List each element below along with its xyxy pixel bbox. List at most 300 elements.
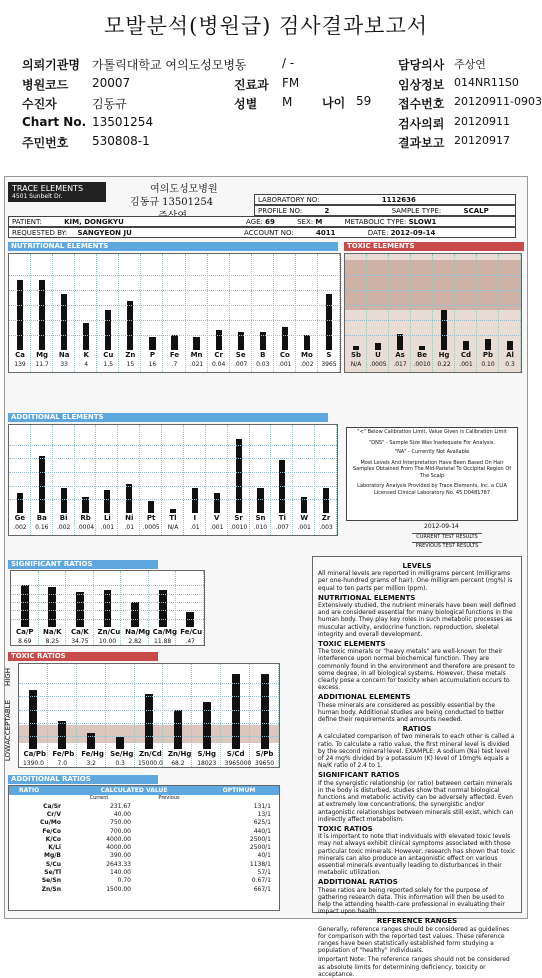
grid-column [203, 571, 204, 645]
element-value: 3.2 [86, 760, 96, 767]
grid-column [454, 254, 455, 372]
bar-be [419, 346, 425, 351]
bar-zn [127, 301, 133, 351]
grid-column [207, 254, 208, 372]
element-symbol: Mg [36, 351, 49, 359]
element-value: 1.5 [103, 361, 114, 368]
element-value: N/A [167, 524, 179, 531]
bar-s-pb [261, 674, 269, 749]
bar-mo [304, 335, 310, 350]
bar-sn [257, 488, 263, 513]
grid-column [227, 425, 228, 535]
grid-column [117, 425, 118, 535]
element-symbol: Se/Hg [110, 750, 134, 758]
element-value: 11.7 [35, 361, 49, 368]
element-value: 68.2 [171, 760, 185, 767]
element-symbol: S [326, 351, 332, 359]
element-symbol: Zr [321, 514, 331, 522]
element-symbol: W [300, 514, 309, 522]
grid-column [93, 571, 94, 645]
table-cell: 390.00 [110, 852, 131, 860]
age-label: 나이 [322, 96, 346, 110]
bar-zn-hg [174, 710, 182, 750]
element-symbol: Fe [169, 351, 180, 359]
bar-u [375, 343, 381, 350]
info-right-label: 결과보고 [398, 136, 445, 150]
element-symbol: Ba [36, 514, 47, 522]
acceptable-label: ACCEPTABLE [4, 700, 12, 745]
grid-column [432, 254, 433, 372]
bar-tl [170, 509, 176, 513]
element-symbol: I [193, 514, 197, 522]
info-value: 20007 [92, 75, 131, 90]
bar-ba [39, 456, 45, 513]
profile-box: PROFILE NO: 2 SAMPLE TYPE: SCALP [254, 205, 516, 216]
element-value: 139 [14, 361, 26, 368]
bar-na [61, 294, 67, 350]
bar-mn [193, 337, 199, 351]
info-value: 김동규 [92, 97, 127, 111]
table-row [9, 852, 274, 860]
handwritten-hospital: 여의도성모병원 [150, 184, 218, 195]
element-symbol: Mn [190, 351, 203, 359]
table-cell: Fe/Co [42, 827, 61, 835]
info-label: 수진자 [22, 97, 57, 111]
element-symbol: Zn/Cd [139, 750, 162, 758]
bar-cu [105, 310, 111, 351]
grid-row [19, 696, 279, 697]
lab-no-box: LABORATORY NO: 1112636 [254, 194, 516, 205]
element-symbol: Fe/Pb [52, 750, 75, 758]
bar-zr [323, 488, 329, 513]
previous-results-label: PREVIOUS TEST RESULTS [412, 542, 482, 549]
grid-column [278, 664, 279, 767]
element-symbol: Mo [301, 351, 313, 359]
info-right-value: 20120911-0903 [454, 95, 542, 108]
element-symbol: Na/K [43, 628, 62, 636]
element-symbol: Zn/Cu [97, 628, 121, 636]
grid-row [9, 458, 337, 459]
element-symbol: Ni [125, 514, 134, 522]
bar-fe [171, 335, 177, 350]
bar-se-hg [116, 737, 124, 749]
bar-pt [148, 501, 154, 513]
element-symbol: Rb [80, 514, 91, 522]
bar-zn-cu [104, 590, 112, 628]
grid-row [11, 594, 204, 595]
table-row [9, 819, 274, 827]
table-cell: 4000.00 [106, 835, 131, 843]
table-cell: 667/1 [253, 885, 271, 893]
table-cell: 750.00 [110, 819, 131, 827]
table-cell: 0.70 [117, 877, 131, 885]
info-right-label: 접수번호 [398, 97, 445, 111]
element-value: .47 [185, 638, 195, 645]
sig-ratios-chart [10, 570, 205, 646]
element-value: 4 [84, 361, 89, 368]
table-cell: Se/Tl [44, 869, 61, 877]
element-symbol: Sb [350, 351, 362, 359]
info-label: Chart No. [22, 114, 87, 129]
element-symbol: K [83, 351, 89, 359]
grid-column [140, 254, 141, 372]
element-symbol: Ca/P [16, 628, 34, 636]
info-label: 병원코드 [22, 77, 69, 92]
table-cell: Cu/Mo [40, 819, 61, 827]
info-value: 가톨릭대학교 여의도성모병동 [92, 58, 247, 72]
grid-column [251, 254, 252, 372]
notes-panel: LEVELS All mineral levels are reported in milligrams percent (milligrams per one-hundred grams of hair). One milligram percent (mg%) is equal to ten parts per million (ppm). NUTRITIONAL ELEMENTS Extensively studied, the nutrient minerals have been well defined and are considered essential for many biological functions in the human body. They play key roles in such metabolic processes as muscular activity, endocrine function, reproduction, skeletal integrity and overall development. TOXIC ELEMENTS The toxic minerals or "heavy metals" are well-known for their interference upon normal biochemical function. They are commonly found in the environment and therefore are present to some degree, in all biological systems. However, these metals clearly pose a concern for toxicity when accumulation occurs to excess. ADDITIONAL ELEMENTS These minerals are considered as possibly essential by the human body. Additional studies are being conducted to better define their requirements and amounts needed. RATIOS A calculated comparison of two minerals to each other is called a ratio. To calculate a ratio value, the first mineral level is divided by the second mineral level. EXAMPLE: A sodium (Na) test level of 24 mg% divided by a potassium (K) level of 10mg% equals a Na/K ratio of 2.4 to 1. SIGNIFICANT RATIOS If the synergistic relationship (or ratio) between certain minerals in the body is disturbed, studies show that normal biological functions and metabolic activity can be adversely affected. Even at extremely low concentrations, the synergistic and/or antagonistic relationships between minerals still exist, which can indirectly affect metabolism. TOXIC RATIOS It is important to note that individuals with elevated toxic levels may not always exhibit clinical symptoms associated with those particular toxic minerals. However, research has shown that toxic minerals can also produce an antagonistic effect on various essential minerals eventually leading to disturbances in their metabolic utilization. ADDITIONAL RATIOS These ratios are being reported solely for the purpose of gathering research data. This information will then be used to help the attending health-care professional in evaluating their impact upon health. REFERENCE RANGES Generally, reference ranges should be considered as guidelines for comparison with the reported test values. These reference ranges have been statistically established form studying a population of "healthy" individuals. Important Note: The reference ranges should not be considered as absolute limits for determining deficiency, toxicity or acceptance. [312, 556, 522, 913]
grid-column [96, 254, 97, 372]
grid-column [410, 254, 411, 372]
element-value: .0005 [142, 524, 160, 531]
element-value: 0.04 [211, 361, 226, 368]
grid-column [38, 571, 39, 645]
table-cell: 4000.00 [106, 844, 131, 852]
element-symbol: Sr [234, 514, 243, 522]
element-symbol: Se [235, 351, 246, 359]
table-cell [134, 877, 204, 885]
element-value: 7.0 [57, 760, 68, 767]
table-cell: 13/1 [257, 810, 271, 818]
element-value: 0.22 [437, 361, 451, 368]
grid-column [162, 254, 163, 372]
bar-s-cd [232, 674, 240, 749]
toxic-header: TOXIC ELEMENTS [344, 242, 524, 251]
grid-column [52, 254, 53, 372]
grid-row [9, 320, 340, 321]
grid-column [139, 425, 140, 535]
bar-k [83, 323, 89, 350]
element-symbol: Ge [14, 514, 26, 522]
reference-band [345, 260, 521, 310]
info-right-value: 014NR11S0 [454, 75, 519, 89]
table-cell: 231.67 [110, 802, 131, 810]
element-value: .003 [319, 524, 333, 531]
grid-column [191, 664, 192, 767]
table-cell [134, 835, 204, 843]
table-cell: 0.67/1 [251, 877, 271, 885]
element-value: 8.69 [18, 638, 32, 645]
info-extra-value: M [282, 95, 293, 109]
toxic-ratios-chart [18, 663, 280, 768]
element-symbol: S/Hg [197, 750, 216, 758]
table-cell: 2500/1 [249, 844, 271, 852]
grid-row [9, 486, 337, 487]
element-value: 39650 [255, 760, 275, 767]
grid-row [345, 320, 521, 321]
bar-s [326, 294, 332, 350]
element-value: 0.10 [481, 361, 495, 368]
info-right-value: 주상연 [454, 58, 486, 71]
age-value: 59 [356, 94, 372, 108]
element-value: .0005 [369, 361, 387, 368]
element-symbol: Al [506, 351, 514, 359]
grid-row [19, 683, 279, 684]
info-label: 주민번호 [22, 136, 69, 150]
element-symbol: Ca/Mg [152, 628, 178, 636]
element-value: .7 [171, 361, 178, 368]
element-value: .0010 [413, 361, 431, 368]
grid-row [11, 585, 204, 586]
grid-column [520, 254, 521, 372]
bar-li [104, 490, 110, 513]
grid-row [19, 736, 279, 737]
table-cell: 1500.00 [106, 885, 131, 893]
table-cell [134, 860, 204, 868]
element-symbol: S/Cd [226, 750, 245, 758]
bar-zn-cd [145, 694, 153, 749]
element-value: 18023 [197, 760, 217, 767]
bar-na-mg [131, 602, 139, 627]
grid-column [249, 664, 250, 767]
element-symbol: Bi [59, 514, 68, 522]
add-ratios-header: ADDITIONAL RATIOS [8, 775, 158, 784]
legend-date: 2012-09-14 [424, 523, 459, 530]
grid-row [345, 275, 521, 276]
sig-ratios-header: SIGNIFICANT RATIOS [8, 560, 158, 569]
grid-column [270, 425, 271, 535]
table-cell: Ca/Sr [43, 802, 61, 810]
grid-row [9, 275, 340, 276]
element-value: .017 [393, 361, 407, 368]
table-cell [134, 868, 204, 876]
grid-column [476, 254, 477, 372]
element-value: .001 [459, 361, 473, 368]
element-value: .001 [278, 361, 292, 368]
grid-column [105, 664, 106, 767]
grid-column [498, 254, 499, 372]
element-symbol: P [149, 351, 155, 359]
element-symbol: Na [58, 351, 70, 359]
element-symbol: U [375, 351, 381, 359]
element-value: .0010 [230, 524, 248, 531]
element-value: 15000.0 [138, 760, 163, 767]
element-symbol: Na/Mg [125, 628, 151, 636]
element-symbol: Li [103, 514, 111, 522]
table-cell: 2643.33 [106, 860, 131, 868]
table-cell: 2500/1 [249, 835, 271, 843]
element-value: .010 [253, 524, 268, 531]
element-value: 0.03 [256, 361, 270, 368]
element-symbol: As [395, 351, 405, 359]
bar-v [214, 493, 220, 514]
element-value: 15 [126, 361, 135, 368]
element-value: 1390.0 [22, 760, 44, 767]
grid-column [314, 425, 315, 535]
grid-row [9, 499, 337, 500]
grid-column [273, 254, 274, 372]
element-symbol: Zn [125, 351, 136, 359]
grid-column [205, 425, 206, 535]
element-value: .001 [210, 524, 224, 531]
element-value: 0.16 [35, 524, 49, 531]
grid-row [11, 610, 204, 611]
grid-column [292, 425, 293, 535]
grid-column [30, 425, 31, 535]
table-cell: K/Co [45, 835, 61, 843]
grid-row [9, 305, 340, 306]
grid-column [339, 254, 340, 372]
report-title: 모발분석(병원급) 검사결과보고서 [103, 14, 429, 38]
grid-column [134, 664, 135, 767]
grid-column [74, 425, 75, 535]
element-value: .007 [234, 361, 248, 368]
element-value: .01 [190, 524, 200, 531]
grid-row [9, 335, 340, 336]
element-value: 0.3 [505, 361, 515, 368]
element-value: .002 [56, 524, 71, 531]
high-label: HIGH [4, 668, 12, 687]
table-cell: S/Cu [45, 860, 61, 868]
info-right-label: 임상정보 [398, 77, 445, 92]
element-value: 11.88 [154, 638, 172, 645]
table-row [9, 843, 274, 851]
element-value: .01 [124, 524, 135, 531]
grid-column [249, 425, 250, 535]
table-cell: 1138/1 [249, 860, 271, 868]
legend-box: "<" Below Calibration Limit, Value Given is Calibration Limit "DNS" - Sample Size Was Inadequate For Analysis. "NA" - Currently Not Available Most Levels And Interpretation Have Been Based On Hair Samples Obtained From The Mid-Parietal To Occipital Region Of The Scalp Laboratory Analysis Provided by Trace Elements, Inc. a CLIA Licensed Clinical Laboratory No. 45 D0481787 [346, 427, 518, 521]
bar-ca-mg [159, 590, 167, 628]
element-symbol: S/Pb [255, 750, 274, 758]
toxic-ratios-header: TOXIC RATIOS [8, 652, 158, 661]
grid-column [52, 425, 53, 535]
handwritten-patient: 김동규 13501254 [130, 197, 214, 208]
table-row [9, 860, 274, 868]
info-extra-value: / - [282, 56, 295, 70]
bar-ca-p [21, 585, 29, 628]
element-value: 3965 [321, 361, 337, 368]
nutritional-chart [8, 253, 341, 373]
info-extra-label: 성별 [234, 97, 258, 111]
patient-row: PATIENT: KIM, DONGKYU AGE: 69 SEX: M METABOLIC TYPE: SLOW1 [8, 216, 516, 227]
info-extra-label: 진료과 [234, 77, 269, 92]
element-symbol: Ca/Pb [23, 750, 46, 758]
element-value: 0.3 [115, 760, 125, 767]
element-symbol: Ca [15, 351, 25, 359]
element-value: .021 [189, 361, 204, 368]
element-symbol: B [260, 351, 266, 359]
table-cell: Zn/Sn [41, 885, 61, 893]
info-label: 의뢰기관명 [22, 58, 80, 72]
table-cell: Se/Sn [41, 877, 61, 885]
element-symbol: Cd [460, 351, 472, 359]
bar-sb [353, 346, 359, 351]
table-cell [134, 843, 204, 851]
element-value: 3965000 [224, 760, 252, 767]
grid-row [345, 335, 521, 336]
bar-co [282, 327, 288, 350]
grid-column [388, 254, 389, 372]
element-symbol: Ca/K [71, 628, 89, 636]
toxic-chart [344, 253, 522, 373]
table-cell: K/Li [48, 844, 61, 852]
element-symbol: Co [279, 351, 290, 359]
table-row [9, 877, 274, 885]
info-right-label: 담당의사 [398, 58, 445, 72]
info-extra-value: FM [282, 75, 300, 90]
current-results-label: CURRENT TEST RESULTS [412, 533, 482, 540]
element-symbol: Tl [169, 514, 177, 522]
table-cell [134, 827, 204, 835]
low-label: LOW [4, 745, 12, 762]
element-symbol: V [214, 514, 220, 522]
element-value: 8.25 [45, 638, 60, 645]
element-value: .0004 [76, 524, 95, 531]
table-cell: 40.00 [113, 810, 131, 818]
element-symbol: Be [416, 351, 428, 359]
table-cell: 131/1 [253, 802, 271, 810]
element-symbol: Fe/Cu [180, 628, 203, 636]
table-cell: 40/1 [257, 852, 271, 860]
table-row [9, 810, 274, 818]
bar-p [149, 337, 155, 351]
grid-row [19, 710, 279, 711]
grid-column [74, 254, 75, 372]
additional-chart [8, 424, 338, 536]
element-value: .002 [13, 524, 27, 531]
grid-row [9, 472, 337, 473]
element-symbol: Pt [146, 514, 156, 522]
element-symbol: Ti [278, 514, 286, 522]
element-value: 2.82 [128, 638, 142, 645]
element-symbol: Hg [438, 351, 450, 359]
element-value: .007 [275, 524, 289, 531]
grid-row [9, 445, 337, 446]
bar-ca-pb [29, 690, 37, 749]
element-value: .001 [297, 524, 311, 531]
grid-column [336, 425, 337, 535]
info-right-label: 검사의뢰 [398, 116, 445, 131]
table-cell: 57/1 [257, 869, 271, 877]
grid-row [9, 290, 340, 291]
grid-row [19, 723, 279, 724]
info-right-value: 20120917 [454, 134, 510, 147]
bar-pb [485, 339, 491, 350]
table-row [9, 835, 274, 843]
table-cell: 440/1 [253, 827, 271, 835]
element-value: N/A [350, 361, 362, 368]
element-value: .002 [300, 361, 314, 368]
table-cell: 625/1 [253, 819, 271, 827]
element-symbol: Zn/Hg [167, 750, 192, 758]
table-row [9, 827, 274, 835]
bar-sr [236, 439, 242, 513]
element-value: 33 [60, 361, 68, 368]
element-value: .001 [100, 524, 115, 531]
grid-column [118, 254, 119, 372]
table-cell: Cr/V [46, 810, 61, 818]
bar-ge [17, 493, 23, 514]
bar-al [507, 341, 513, 350]
grid-column [95, 425, 96, 535]
element-symbol: Sn [255, 514, 266, 522]
grid-column [30, 254, 31, 372]
grid-row [11, 602, 204, 603]
element-value: 34.75 [71, 638, 89, 645]
info-value: 530808-1 [92, 134, 150, 148]
grid-column [120, 571, 121, 645]
grid-column [317, 254, 318, 372]
bar-cr [216, 330, 222, 350]
table-cell [134, 819, 204, 827]
grid-column [162, 664, 163, 767]
element-value: 10.00 [98, 638, 117, 645]
requested-row: REQUESTED BY: SANGYEON JU ACCOUNT NO: 4011 DATE: 2012-09-14 [8, 227, 516, 238]
table-cell: Mg/B [43, 852, 61, 860]
bar-bi [61, 488, 67, 513]
bar-cd [463, 341, 469, 350]
